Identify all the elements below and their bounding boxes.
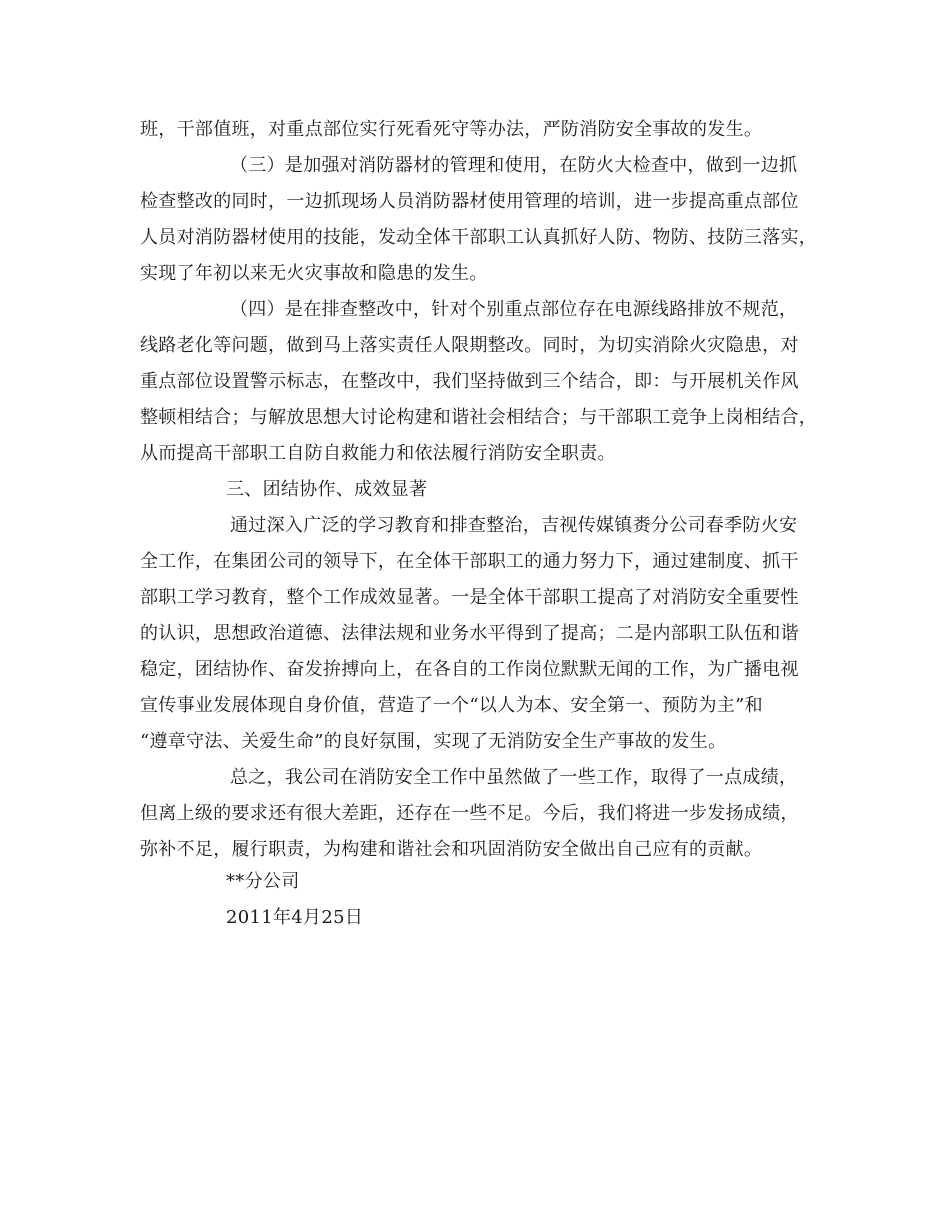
text-line: 人员对消防器材使用的技能，发动全体干部职工认真抓好人防、物防、技防三落实， xyxy=(140,227,818,248)
text-line: 弥补不足，履行职责，为构建和谐社会和巩固消防安全做出自己应有的贡献。 xyxy=(140,839,763,860)
text-line: 总之，我公司在消防安全工作中虽然做了一些工作，取得了一点成绩， xyxy=(230,767,798,788)
text-line: 宣传事业发展体现自身价值，营造了一个“以人为本、安全第一、预防为主”和 xyxy=(140,695,763,716)
text-line: 但离上级的要求还有很大差距，还存在一些不足。今后，我们将进一步发扬成绩， xyxy=(140,803,799,824)
text-line: 实现了年初以来无火灾事故和隐患的发生。 xyxy=(140,263,488,284)
section-heading: 三、团结协作、成效显著 xyxy=(226,479,428,500)
text-line: 整顿相结合；与解放思想大讨论构建和谐社会相结合；与干部职工竞争上岗相结合， xyxy=(140,407,818,428)
text-line: 检查整改的同时，一边抓现场人员消防器材使用管理的培训，进一步提高重点部位 xyxy=(140,191,799,212)
text-line: 全工作，在集团公司的领导下，在全体干部职工的通力努力下，通过建制度、抓干 xyxy=(140,551,799,572)
text-line: 线路老化等问题，做到马上落实责任人限期整改。同时，为切实消除火灾隐患，对 xyxy=(140,335,799,356)
text-line: 从而提高干部职工自防自救能力和依法履行消防安全职责。 xyxy=(140,443,616,464)
paragraph-heading-four: （四）是在排查整改中，针对个别重点部位存在电源线路排放不规范， xyxy=(230,299,798,320)
signature-date: 2011年4月25日 xyxy=(226,907,364,928)
text-line: 的认识，思想政治道德、法律法规和业务水平得到了提高；二是内部职工队伍和谐 xyxy=(140,623,799,644)
text-line: 班，干部值班，对重点部位实行死看死守等办法，严防消防安全事故的发生。 xyxy=(140,119,763,140)
text-line: 重点部位设置警示标志，在整改中，我们坚持做到三个结合，即：与开展机关作风 xyxy=(140,371,799,392)
paragraph-heading-three: （三）是加强对消防器材的管理和使用，在防火大检查中，做到一边抓 xyxy=(230,155,798,176)
text-line: 通过深入广泛的学习教育和排查整治，吉视传媒镇赉分公司春季防火安 xyxy=(230,515,798,536)
text-line: 部职工学习教育，整个工作成效显著。一是全体干部职工提高了对消防安全重要性 xyxy=(140,587,799,608)
text-line: “遵章守法、关爱生命”的良好氛围，实现了无消防安全生产事故的发生。 xyxy=(140,731,727,752)
text-line: 稳定，团结协作、奋发拚搏向上，在各自的工作岗位默默无闻的工作，为广播电视 xyxy=(140,659,799,680)
signature-company: **分公司 xyxy=(226,871,300,892)
